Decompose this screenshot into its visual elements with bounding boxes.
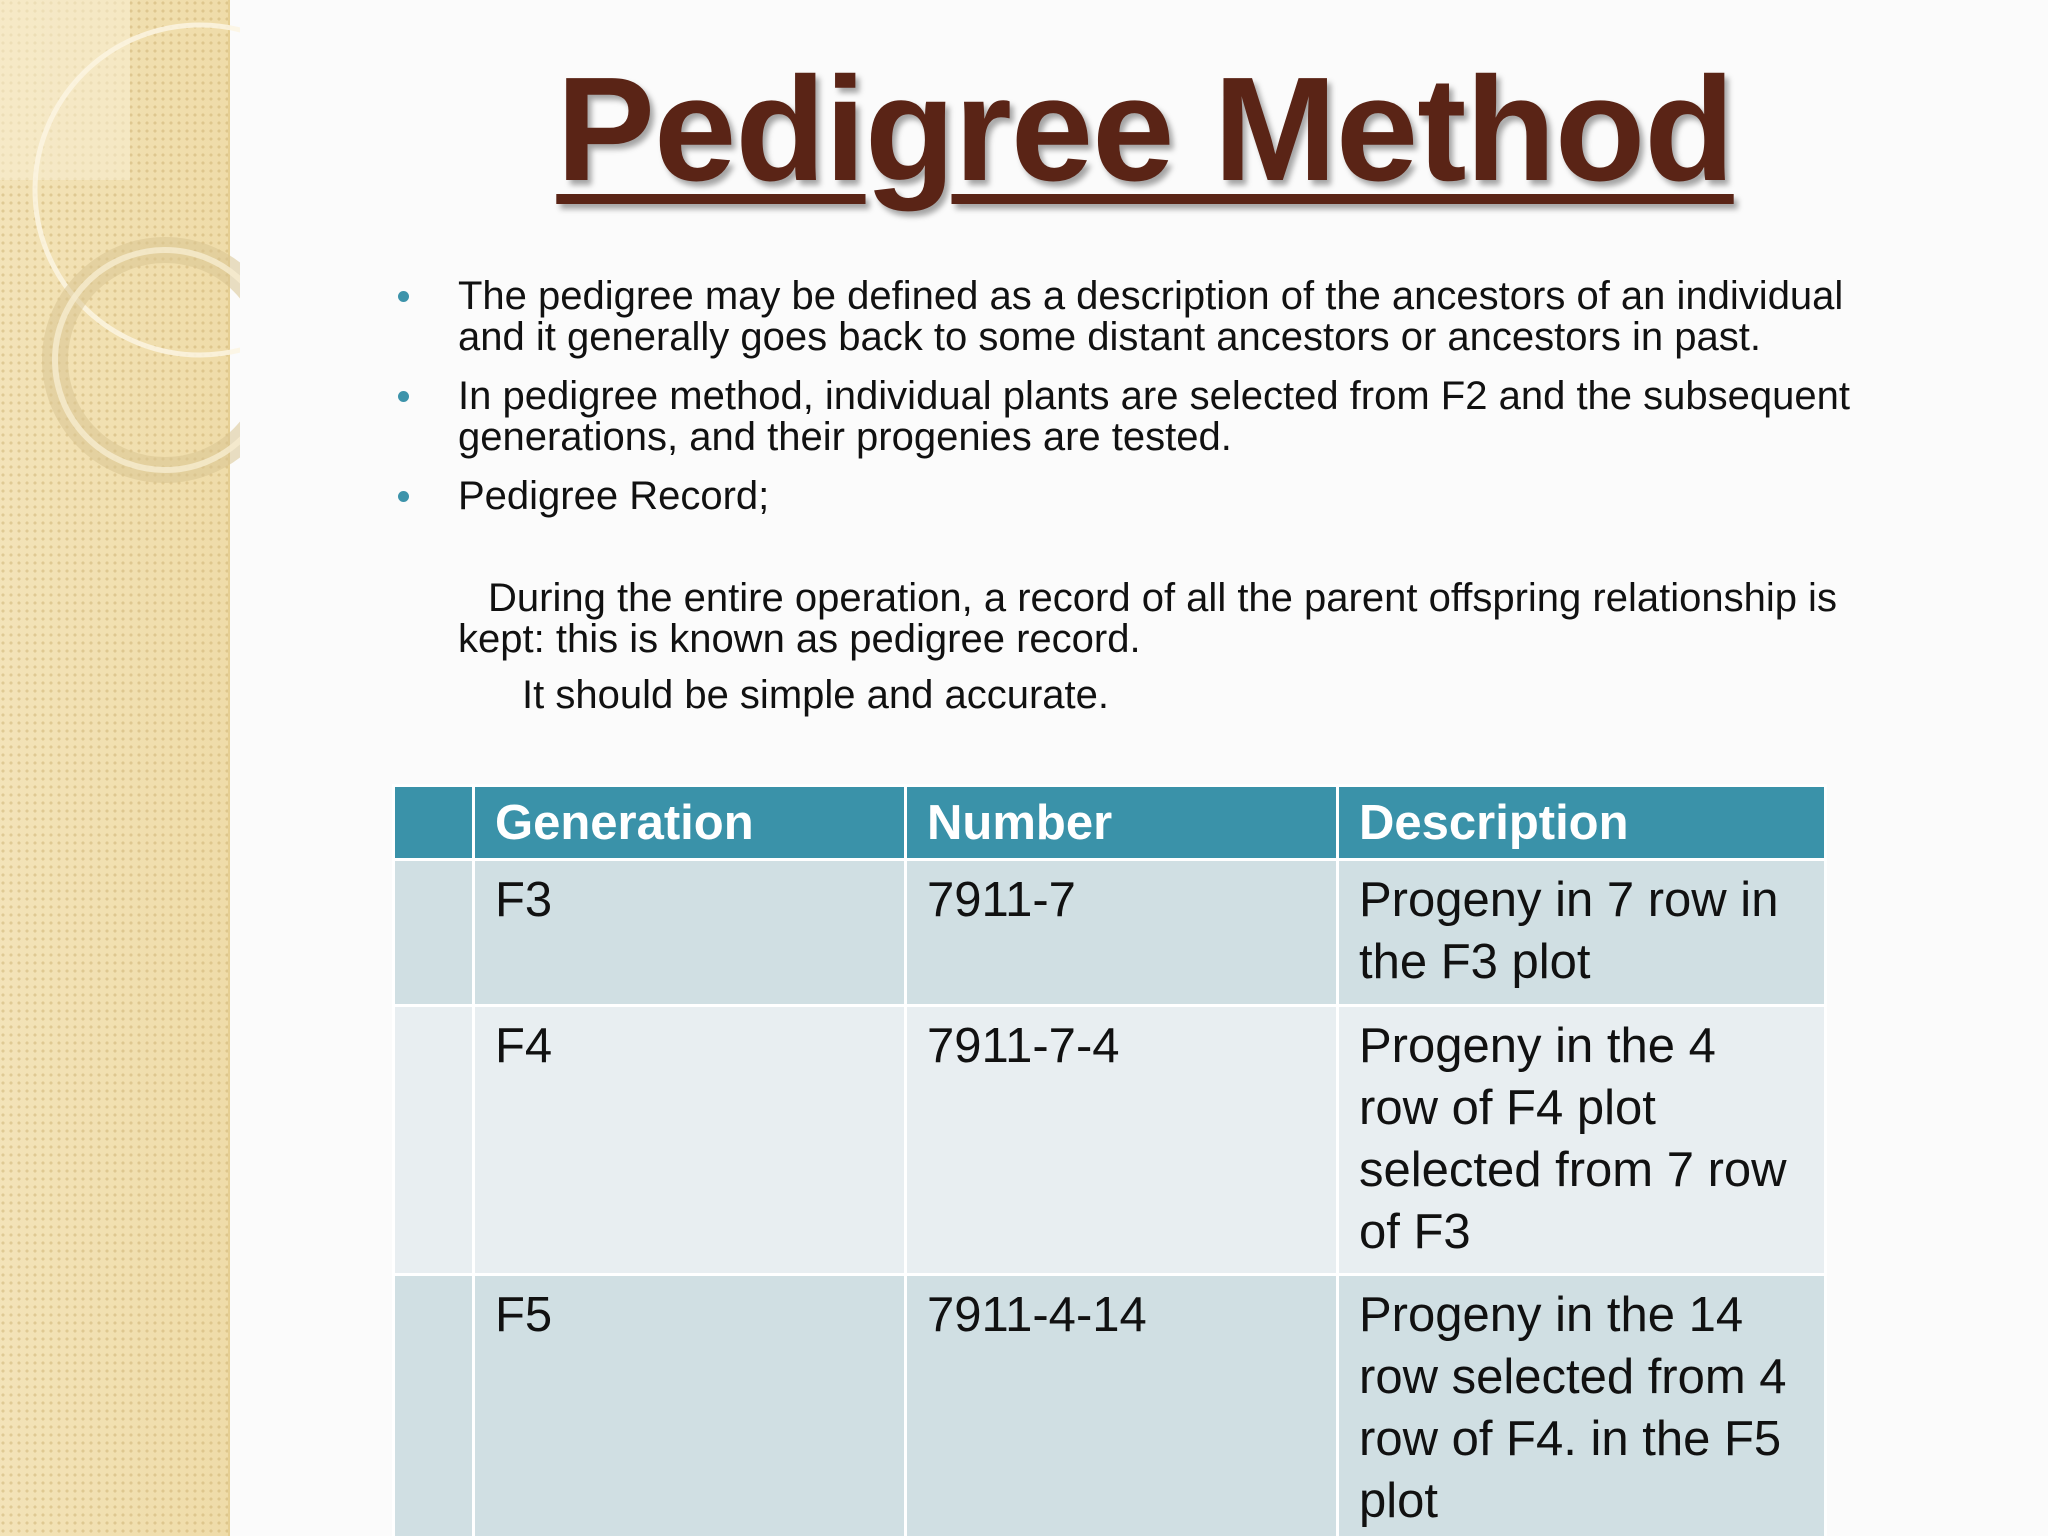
bullet-dot-icon bbox=[398, 491, 409, 502]
bullet-text: The pedigree may be defined as a description of the ancestors of an individual and it generally goes back to some distant ancestors or ancestors in past. bbox=[458, 274, 1844, 359]
description-cell: Progeny in 7 row in the F3 plot bbox=[1338, 860, 1826, 1006]
simple-accurate-note: It should be simple and accurate. bbox=[522, 673, 1110, 717]
header-blank bbox=[394, 786, 474, 860]
header-description: Description bbox=[1338, 786, 1826, 860]
bullet-text: In pedigree method, individual plants are selected from F2 and the subsequent generations, and their progenies are tested. bbox=[458, 374, 1850, 459]
table-row bbox=[394, 1275, 1826, 1536]
description-cell: Progeny in the 4 row of F4 plot selected from 7 row of F3 bbox=[1338, 1006, 1826, 1275]
pedigree-record-table bbox=[392, 784, 1827, 1536]
bullet-list bbox=[390, 276, 1910, 535]
generation-cell: F4 bbox=[474, 1006, 906, 1275]
decorative-side-band bbox=[0, 0, 230, 1536]
bullet-item bbox=[390, 476, 1910, 517]
bullet-item bbox=[390, 376, 1910, 458]
number-cell: 7911-7 bbox=[906, 860, 1338, 1006]
row-stub-cell bbox=[394, 1006, 474, 1275]
bullet-item bbox=[390, 276, 1910, 358]
generation-cell: F3 bbox=[474, 860, 906, 1006]
bullet-dot-icon bbox=[398, 391, 409, 402]
table-row bbox=[394, 1006, 1826, 1275]
table-header-row bbox=[394, 786, 1826, 860]
title-container bbox=[520, 47, 1770, 212]
number-cell: 7911-4-14 bbox=[906, 1275, 1338, 1536]
description-cell: Progeny in the 14 row selected from 4 row of F4. in the F5 plot bbox=[1338, 1275, 1826, 1536]
bullet-dot-icon bbox=[398, 291, 409, 302]
row-stub-cell bbox=[394, 860, 474, 1006]
generation-cell: F5 bbox=[474, 1275, 906, 1536]
pedigree-record-paragraph: During the entire operation, a record of all the parent offspring relationship is kept: this is known as pedigree record. bbox=[458, 576, 1837, 661]
row-stub-cell bbox=[394, 1275, 474, 1536]
bullet-text: Pedigree Record; bbox=[458, 474, 770, 518]
header-number: Number bbox=[906, 786, 1338, 860]
table-row bbox=[394, 860, 1826, 1006]
number-cell: 7911-7-4 bbox=[906, 1006, 1338, 1275]
header-generation: Generation bbox=[474, 786, 906, 860]
slide-title: Pedigree Method bbox=[556, 47, 1734, 212]
